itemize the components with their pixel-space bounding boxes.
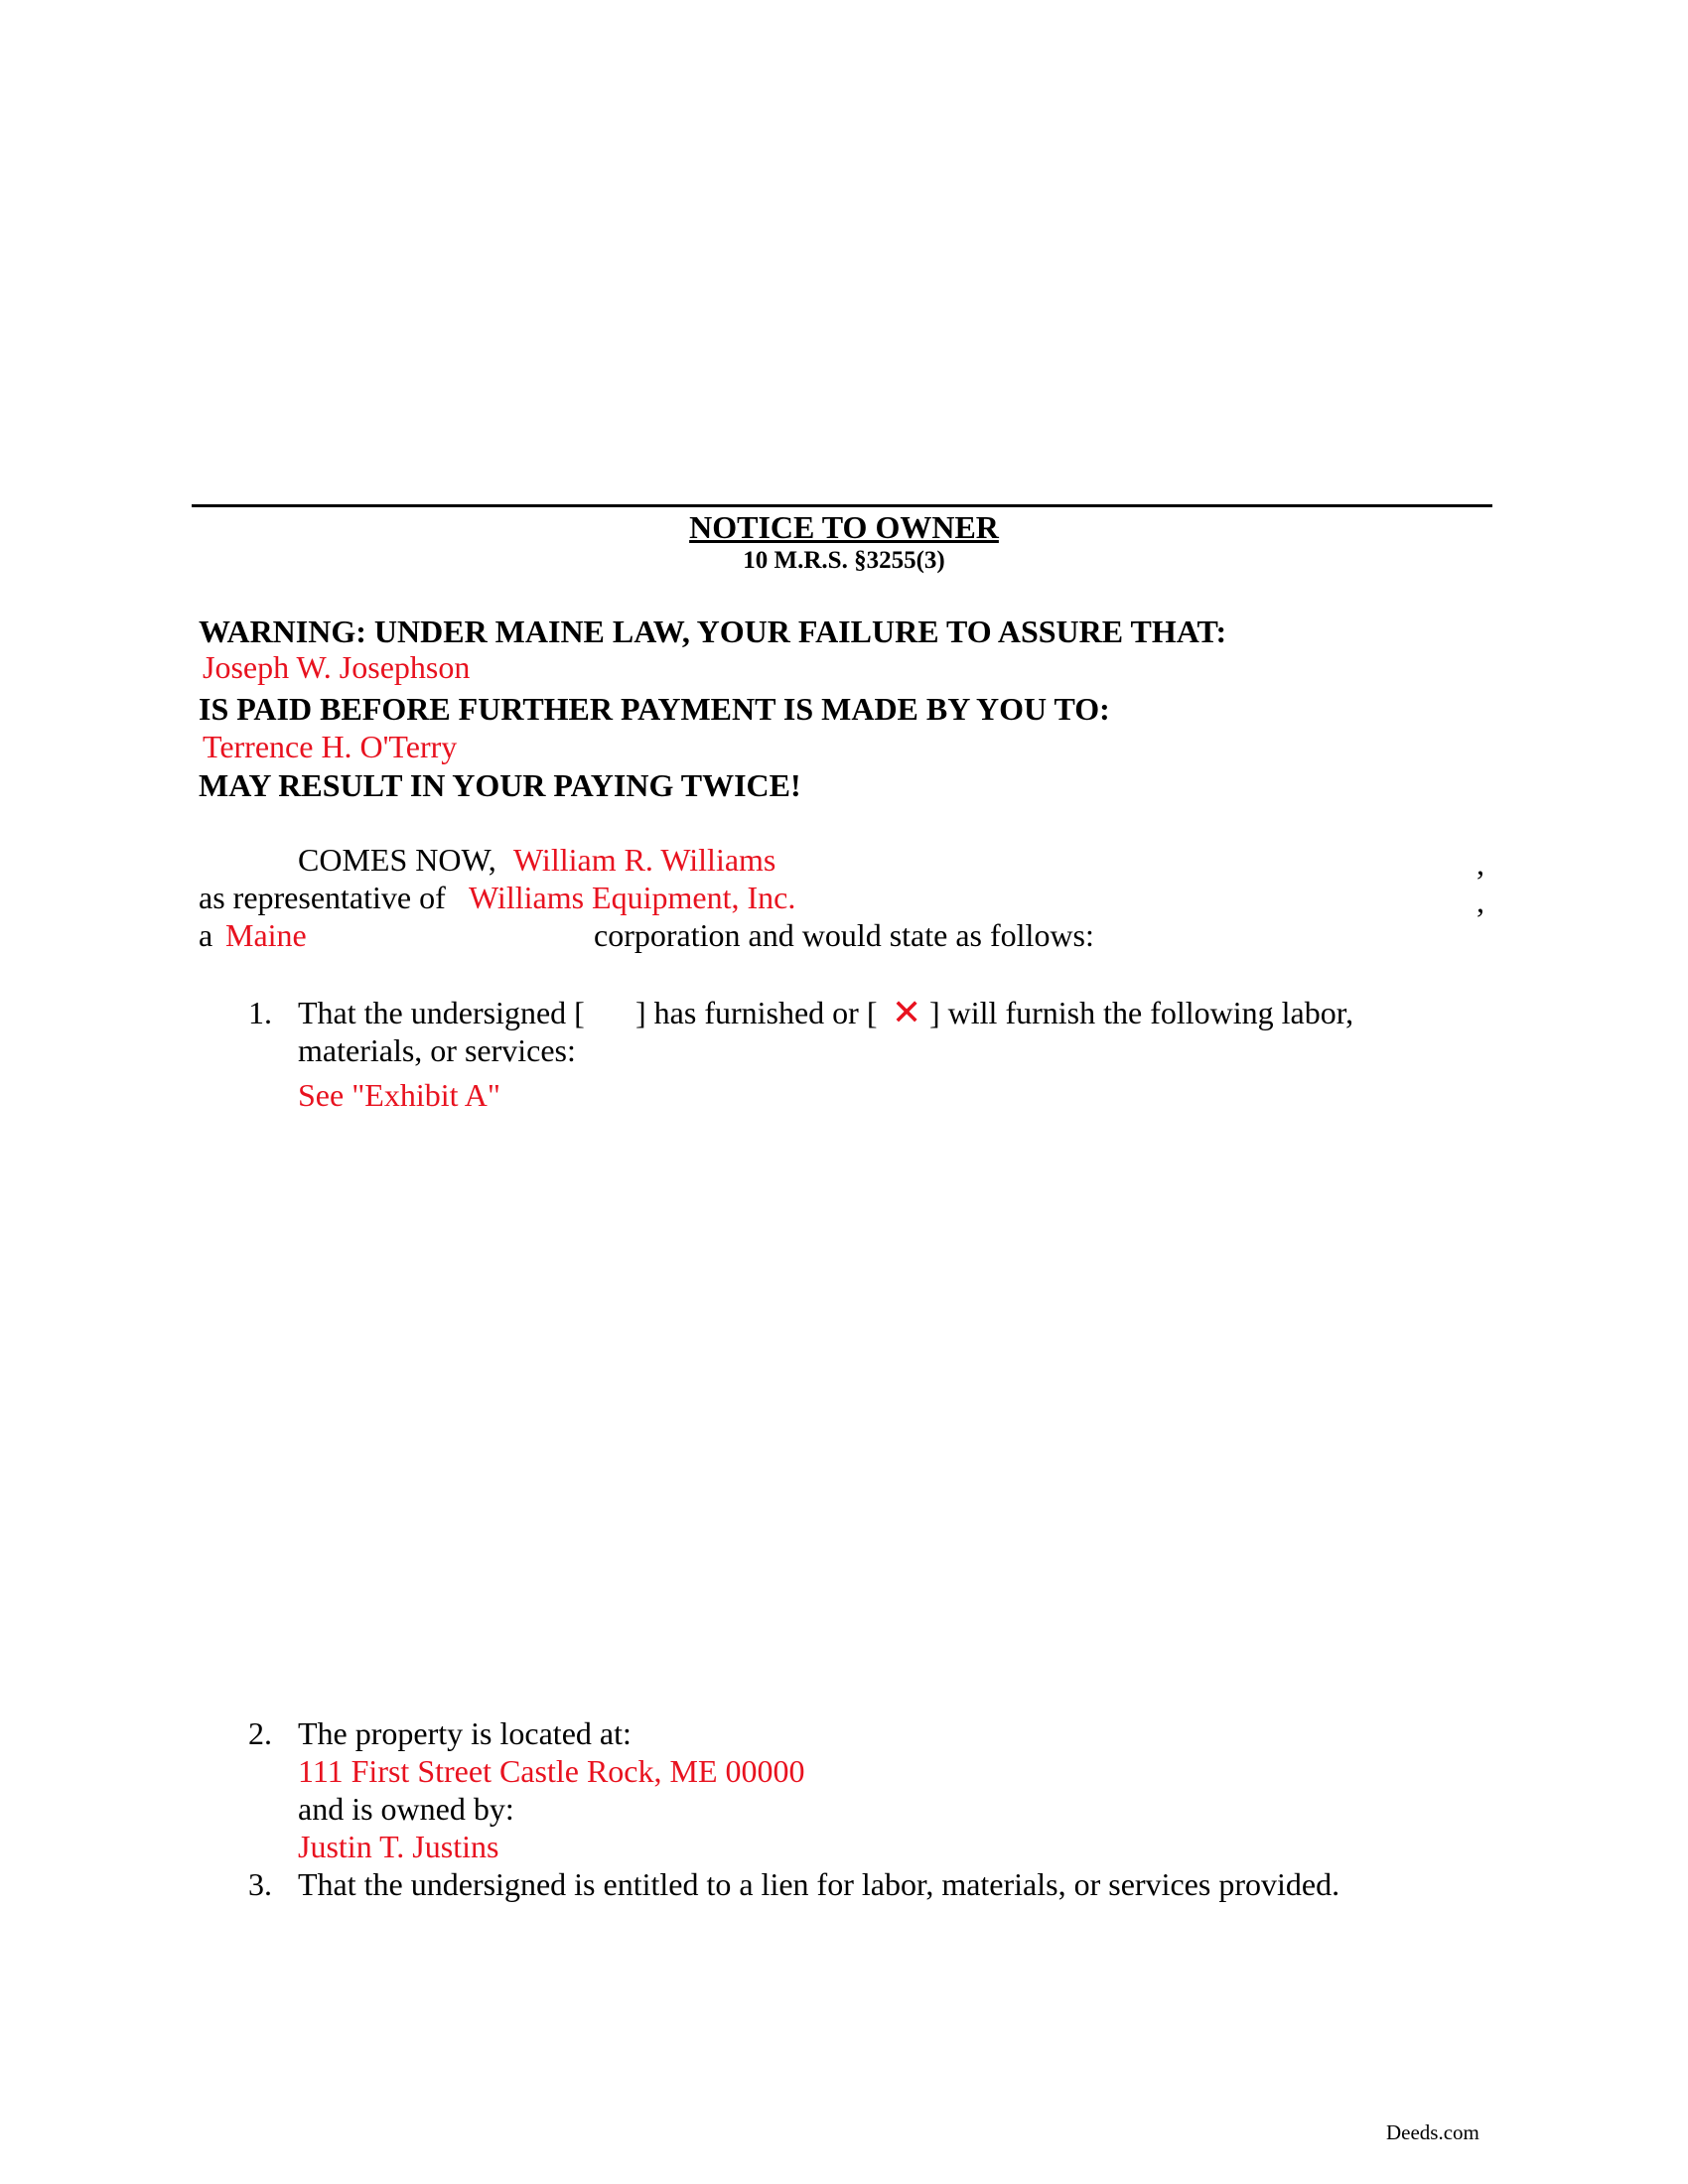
services-field: See "Exhibit A" [298,1077,500,1113]
item-3-text: That the undersigned is entitled to a lien for labor, materials, or services provided. [298,1866,1340,1902]
warning-line-2: IS PAID BEFORE FURTHER PAYMENT IS MADE BY YOU TO: [199,691,1110,727]
property-address-field: 111 First Street Castle Rock, ME 00000 [298,1753,805,1789]
article-a-label: a [199,917,213,953]
item-1-text-b: ] has furnished or [ [635,995,878,1030]
corporation-statement: corporation and would state as follows: [594,917,1094,953]
warning-line-3: MAY RESULT IN YOUR PAYING TWICE! [199,767,801,803]
claimant-name-field: Joseph W. Josephson [203,649,471,685]
comma-1: , [1477,846,1484,882]
item-1-number: 1. [248,995,272,1030]
footer-brand: Deeds.com [1386,2120,1479,2144]
contractor-name-field: Terrence H. O'Terry [203,729,458,764]
document-title: NOTICE TO OWNER [689,509,999,545]
item-1-text-c: ] will furnish the following labor, [929,995,1354,1030]
header-rule [192,504,1492,507]
statute-citation: 10 M.R.S. §3255(3) [743,547,945,574]
item-1-text-d: materials, or services: [298,1032,576,1068]
item-3-number: 3. [248,1866,272,1902]
company-name-field: Williams Equipment, Inc. [469,880,796,915]
furnished-checkbox [592,995,632,1030]
comma-2: , [1477,884,1484,919]
as-representative-label: as representative of [199,880,446,915]
will-furnish-checkbox-mark-icon: ✕ [892,993,922,1033]
property-owner-field: Justin T. Justins [298,1829,499,1864]
warning-line-1: WARNING: UNDER MAINE LAW, YOUR FAILURE TO ASSURE THAT: [199,614,1227,649]
item-2-text-a: The property is located at: [298,1715,632,1751]
representative-name-field: William R. Williams [513,842,776,878]
item-1-text-a: That the undersigned [ [298,995,585,1030]
item-2-text-b: and is owned by: [298,1791,514,1827]
item-2-number: 2. [248,1715,272,1751]
state-field: Maine [225,917,307,953]
comes-now-label: COMES NOW, [298,842,496,878]
